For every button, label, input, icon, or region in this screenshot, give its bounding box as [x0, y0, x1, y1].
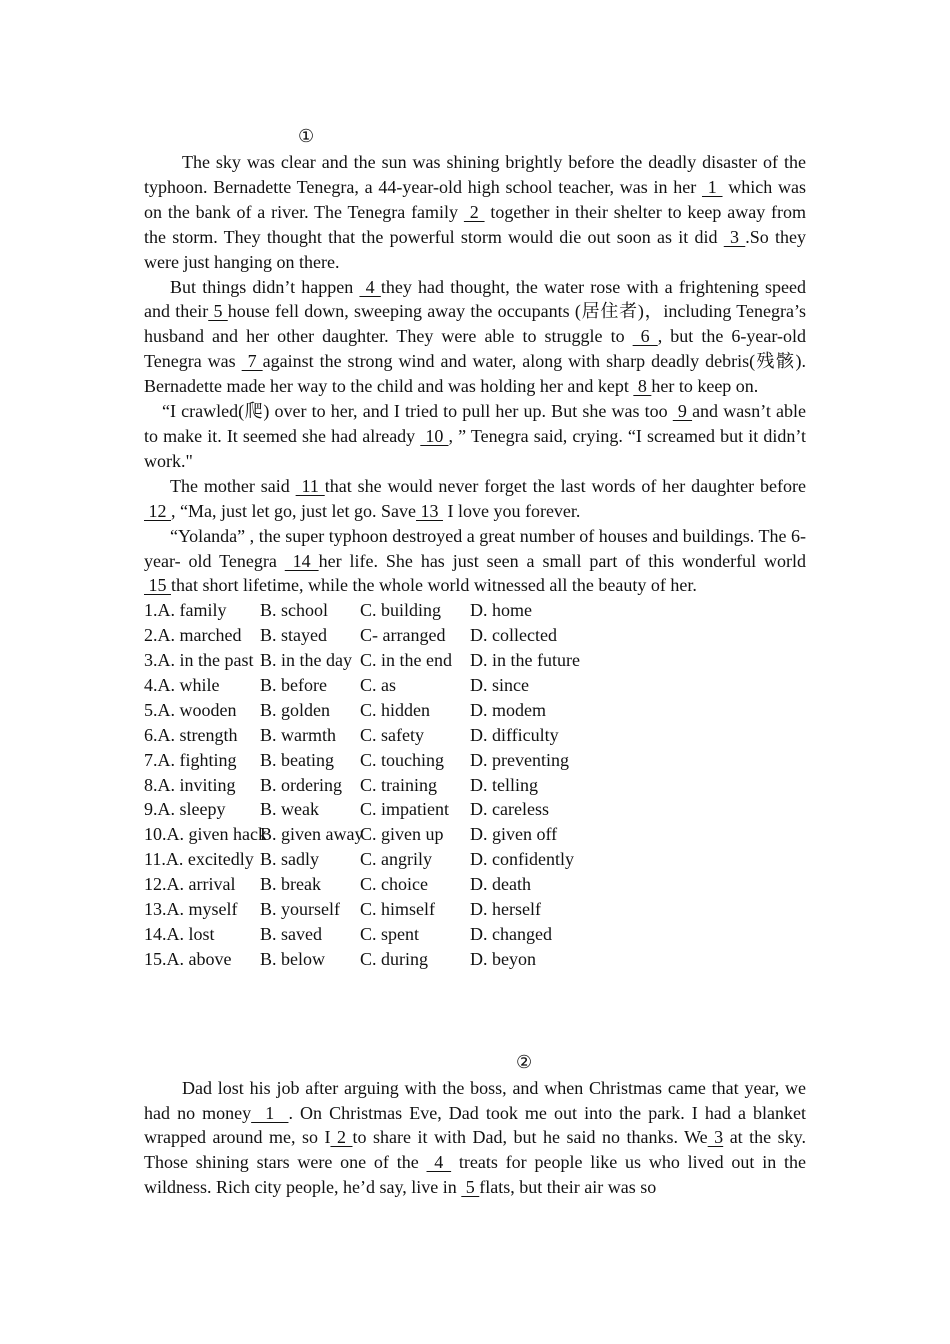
option-choice: B. stayed: [260, 625, 327, 646]
text: The sky was clear and the sun was shining brightly before the deadly disaster of the typhoon. Bernadette Tenegra, a 44-year-old high school teacher, was in her: [144, 152, 806, 197]
text: The mother said: [170, 475, 296, 496]
text: .So they were just hanging on there.: [144, 226, 807, 272]
option-choice: B. yourself: [260, 899, 340, 919]
option-choice: D. collected: [470, 625, 557, 646]
option-choice: C. touching: [360, 749, 444, 770]
option-choice: B. break: [260, 874, 321, 895]
text: they had thought, the water rose with a frightening speed and their: [144, 276, 807, 322]
option-choice: C. training: [360, 774, 437, 795]
option-choice: 2.A. marched: [144, 625, 242, 646]
option-choice: B. given away: [260, 824, 364, 845]
blank-8: 8: [633, 376, 652, 397]
option-choice: C. as: [360, 674, 396, 695]
text: to share it with Dad, but he said no thanks. We: [352, 1127, 708, 1148]
blank-9: 9: [672, 401, 693, 422]
option-choice: C- arranged: [360, 625, 446, 646]
text: at the sky. Those shining stars were one of the: [144, 1127, 807, 1173]
blank-3: 3: [707, 1127, 724, 1148]
option-row: [144, 648, 806, 673]
section-1-paragraph-1: [144, 150, 806, 275]
blank-2: 2: [330, 1127, 353, 1148]
option-row: [144, 773, 806, 798]
option-row: [144, 748, 806, 773]
text: flats, but their air was so: [479, 1177, 657, 1198]
option-choice: C. given up: [360, 824, 444, 845]
option-choice: B. ordering: [260, 774, 342, 795]
option-choice: D. death: [470, 874, 531, 895]
option-row: [144, 797, 806, 822]
option-choice: D. home: [470, 600, 532, 621]
option-row: [144, 872, 806, 897]
text: Dad lost his job after arguing with the boss, and when Christmas came that year, we had no money: [144, 1077, 806, 1123]
option-choice: B. in the day: [260, 650, 352, 671]
option-row: [144, 897, 806, 922]
document-content: [144, 122, 806, 1200]
option-choice: C. hidden: [360, 699, 430, 720]
blank-11: 11: [295, 475, 325, 496]
blank-4: 4: [359, 276, 381, 297]
option-choice: D. in the future: [470, 650, 580, 671]
text: and wasn’t able to make it. It seemed she had already: [144, 401, 806, 446]
option-choice: 7.A. fighting: [144, 749, 237, 770]
section-1-marker: ①: [298, 126, 315, 146]
option-choice: 14.A. lost: [144, 923, 215, 944]
blank-10: 10: [420, 425, 449, 446]
option-row: [144, 673, 806, 698]
option-choice: C. choice: [360, 874, 428, 895]
option-row: [144, 947, 806, 972]
blank-3: 3: [723, 226, 746, 247]
option-choice: D. difficulty: [470, 724, 559, 745]
section-1-paragraph-3: [144, 399, 806, 474]
option-row: [144, 922, 806, 947]
option-choice: B. golden: [260, 699, 330, 720]
option-choice: B. saved: [260, 923, 322, 944]
option-choice: D. modem: [470, 699, 546, 720]
option-choice: 11.A. excitedly: [144, 849, 254, 870]
option-choice: 5.A. wooden: [144, 699, 237, 720]
option-choice: 3.A. in the past: [144, 650, 254, 671]
option-choice: C. during: [360, 948, 429, 969]
option-row: [144, 698, 806, 723]
text: against the strong wind and water, along with sharp deadly debris(残骸). Bernadette made her way to the child and was holding her and kept: [144, 351, 807, 397]
blank-1: 1: [701, 176, 723, 197]
text: “Yolanda” , the super typhoon destroyed a great number of houses and buildings. The 6-year- old Tenegra: [144, 525, 806, 571]
option-row: [144, 623, 806, 648]
text: treats for people like us who lived out in the wildness. Rich city people, he’d say, live in: [144, 1152, 806, 1198]
option-choice: D. changed: [470, 923, 552, 944]
option-row: [144, 723, 806, 748]
option-row: [144, 847, 806, 872]
section-1-paragraph-2: [144, 275, 806, 400]
text: which was on the bank of a river. The Tenegra family: [144, 176, 807, 222]
section-2-paragraph-1: [144, 1076, 806, 1201]
text: I love you forever.: [442, 500, 581, 521]
blank-4: 4: [426, 1152, 452, 1173]
option-row: [144, 822, 806, 847]
blank-15: 15: [144, 575, 171, 596]
option-choice: 10.A. given hack: [144, 824, 267, 845]
blank-1: 1: [251, 1102, 289, 1123]
option-choice: B. weak: [260, 799, 319, 820]
option-choice: D. since: [470, 674, 529, 695]
blank-5: 5: [208, 301, 228, 322]
text: that she would never forget the last words of her daughter before: [324, 475, 806, 496]
blank-5: 5: [461, 1177, 480, 1198]
option-choice: 9.A. sleepy: [144, 799, 226, 820]
option-choice: 4.A. while: [144, 674, 220, 695]
option-choice: B. beating: [260, 749, 334, 770]
blank-13: 13: [415, 500, 443, 521]
text: her life. She has just seen a small part of this wonderful world: [318, 550, 807, 571]
option-choice: 12.A. arrival: [144, 874, 236, 895]
option-choice: 15.A. above: [144, 948, 232, 969]
option-choice: B. warmth: [260, 724, 336, 745]
blank-14: 14: [284, 550, 319, 571]
text: , “Ma, just let go, just let go. Save: [171, 500, 416, 521]
option-choice: D. preventing: [470, 749, 569, 770]
text: house fell down, sweeping away the occupants (居住者)，including Tenegra’s husband and her other daughter. They were able to struggle to: [144, 301, 806, 347]
text: . On Christmas Eve, Dad took me out into the park. I had a blanket wrapped around me, so I: [144, 1102, 806, 1148]
option-choice: 1.A. family: [144, 600, 227, 621]
blank-2: 2: [463, 201, 485, 222]
option-choice: B. school: [260, 600, 329, 621]
option-choice: D. confidently: [470, 849, 574, 870]
option-choice: C. safety: [360, 724, 424, 745]
option-choice: 8.A. inviting: [144, 774, 236, 795]
option-choice: C. angrily: [360, 849, 432, 870]
option-choice: B. before: [260, 674, 327, 695]
blank-12: 12: [144, 500, 171, 521]
option-choice: B. sadly: [260, 849, 320, 870]
option-choice: D. given off: [470, 824, 558, 845]
text: her to keep on.: [651, 376, 759, 397]
option-choice: C. in the end: [360, 650, 452, 671]
option-choice: D. beyon: [470, 948, 536, 969]
option-choice: 6.A. strength: [144, 724, 238, 745]
option-choice: C. himself: [360, 899, 435, 919]
text: together in their shelter to keep away from the storm. They thought that the powerful storm would die out soon as it did: [144, 201, 807, 247]
option-choice: B. below: [260, 948, 325, 969]
option-choice: C. impatient: [360, 799, 449, 820]
blank-7: 7: [241, 351, 263, 372]
text: that short lifetime, while the whole world witnessed all the beauty of her.: [171, 575, 697, 596]
option-choice: 13.A. myself: [144, 899, 238, 919]
option-choice: C. building: [360, 600, 442, 621]
section-1-paragraph-4: [144, 474, 806, 524]
option-choice: D. telling: [470, 774, 538, 795]
blank-6: 6: [632, 326, 658, 347]
option-row: [144, 598, 806, 623]
answer-options: [144, 598, 806, 971]
text: But things didn’t happen: [170, 276, 360, 297]
text: , but the 6-year-old Tenegra was: [144, 326, 806, 372]
option-choice: C. spent: [360, 923, 420, 944]
option-choice: D. careless: [470, 799, 549, 820]
section-1-paragraph-5: [144, 524, 806, 599]
option-choice: D. herself: [470, 899, 541, 919]
text: “I crawled(爬) over to her, and I tried to pull her up. But she was too: [162, 401, 673, 422]
section-2-marker: ②: [516, 1051, 533, 1072]
text: , ” Tenegra said, crying. “I screamed but it didn’t work.": [144, 425, 806, 471]
